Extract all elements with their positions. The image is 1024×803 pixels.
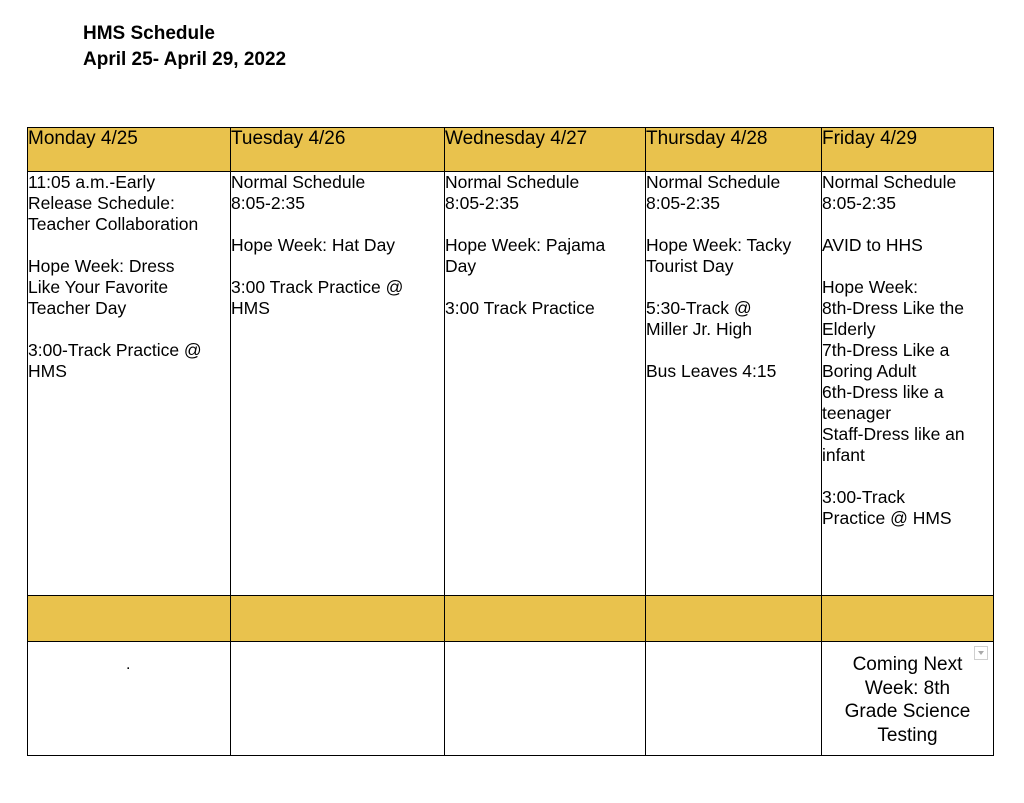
content-row [28, 172, 994, 596]
schedule-line: 6th-Dress like a [822, 382, 944, 402]
cell-wednesday[interactable] [445, 172, 646, 596]
schedule-line: Teacher Day [28, 298, 127, 318]
schedule-line: 5:30-Track @ [646, 298, 752, 318]
header-friday: Friday 4/29 [822, 128, 994, 172]
schedule-line: Tourist Day [646, 256, 734, 276]
bottom-cell-thursday[interactable] [646, 642, 822, 756]
schedule-line: Release Schedule: [28, 193, 175, 213]
schedule-line: 7th-Dress Like a [822, 340, 950, 360]
schedule-line: 3:00-Track [822, 487, 905, 507]
cell-thursday[interactable] [646, 172, 822, 596]
bottom-cell-tuesday[interactable] [231, 642, 445, 756]
schedule-line: Hope Week: Tacky [646, 235, 792, 255]
highlight-cell[interactable] [231, 596, 445, 642]
blank-line [445, 277, 645, 298]
header-wednesday: Wednesday 4/27 [445, 128, 646, 172]
blank-line [822, 466, 993, 487]
schedule-line: Hope Week: Hat Day [231, 235, 396, 255]
schedule-line: AVID to HHS [822, 235, 923, 255]
bottom-cell-wednesday[interactable] [445, 642, 646, 756]
schedule-line: Miller Jr. High [646, 319, 752, 339]
note-line: Testing [877, 724, 938, 746]
schedule-line: Day [445, 256, 477, 276]
note-line: Week: 8th [864, 677, 951, 699]
schedule-line: 8:05-2:35 [822, 193, 896, 213]
schedule-line: Like Your Favorite [28, 277, 169, 297]
schedule-line: Normal Schedule [445, 172, 580, 192]
schedule-line: Hope Week: [822, 277, 918, 297]
schedule-table [27, 127, 994, 756]
blank-line [445, 214, 645, 235]
header-tuesday: Tuesday 4/26 [231, 128, 445, 172]
schedule-line: Teacher Collaboration [28, 214, 199, 234]
blank-line [646, 214, 821, 235]
schedule-line: Hope Week: Pajama [445, 235, 606, 255]
schedule-line: 8:05-2:35 [445, 193, 519, 213]
schedule-line: HMS [231, 298, 270, 318]
schedule-line: Normal Schedule [231, 172, 366, 192]
highlight-row [28, 596, 994, 642]
header-row [28, 128, 994, 172]
schedule-line: 8th-Dress Like the [822, 298, 965, 318]
header-monday: Monday 4/25 [28, 128, 231, 172]
blank-line [822, 214, 993, 235]
dot-mark: . [126, 656, 131, 673]
dropdown-arrow-icon[interactable] [974, 646, 988, 660]
schedule-line: Bus Leaves 4:15 [646, 361, 777, 381]
note-line: Coming Next [852, 654, 963, 675]
document-title: HMS Schedule [83, 23, 215, 44]
schedule-line: Normal Schedule [822, 172, 957, 192]
cell-friday[interactable] [822, 172, 994, 596]
blank-line [231, 214, 444, 235]
schedule-line: infant [822, 445, 865, 465]
header-thursday: Thursday 4/28 [646, 128, 822, 172]
bottom-cell-friday[interactable] [822, 642, 994, 756]
schedule-line: 3:00-Track Practice @ [28, 340, 202, 360]
schedule-line: HMS [28, 361, 67, 381]
bottom-cell-monday[interactable] [28, 642, 231, 756]
blank-line [28, 319, 230, 340]
blank-line [646, 277, 821, 298]
blank-line [28, 235, 230, 256]
bottom-row [28, 642, 994, 756]
schedule-line: 8:05-2:35 [646, 193, 720, 213]
schedule-line: Normal Schedule [646, 172, 781, 192]
highlight-cell[interactable] [28, 596, 231, 642]
schedule-line: 3:00 Track Practice @ [231, 277, 404, 297]
note-line: Grade Science [844, 701, 971, 722]
blank-line [646, 340, 821, 361]
schedule-line: 11:05 a.m.-Early [28, 172, 156, 192]
schedule-line: Elderly [822, 319, 876, 339]
schedule-line: Boring Adult [822, 361, 917, 381]
blank-line [822, 256, 993, 277]
cell-tuesday[interactable] [231, 172, 445, 596]
highlight-cell[interactable] [445, 596, 646, 642]
schedule-line: teenager [822, 403, 892, 423]
schedule-line: Practice @ HMS [822, 508, 952, 528]
schedule-line: Hope Week: Dress [28, 256, 175, 276]
schedule-line: 3:00 Track Practice [445, 298, 595, 318]
highlight-cell[interactable] [822, 596, 994, 642]
schedule-line: 8:05-2:35 [231, 193, 305, 213]
highlight-cell[interactable] [646, 596, 822, 642]
coming-next-week-note [822, 642, 993, 747]
blank-line [231, 256, 444, 277]
document-subtitle: April 25- April 29, 2022 [83, 49, 287, 70]
schedule-line: Staff-Dress like an [822, 424, 965, 444]
cell-monday[interactable] [28, 172, 231, 596]
